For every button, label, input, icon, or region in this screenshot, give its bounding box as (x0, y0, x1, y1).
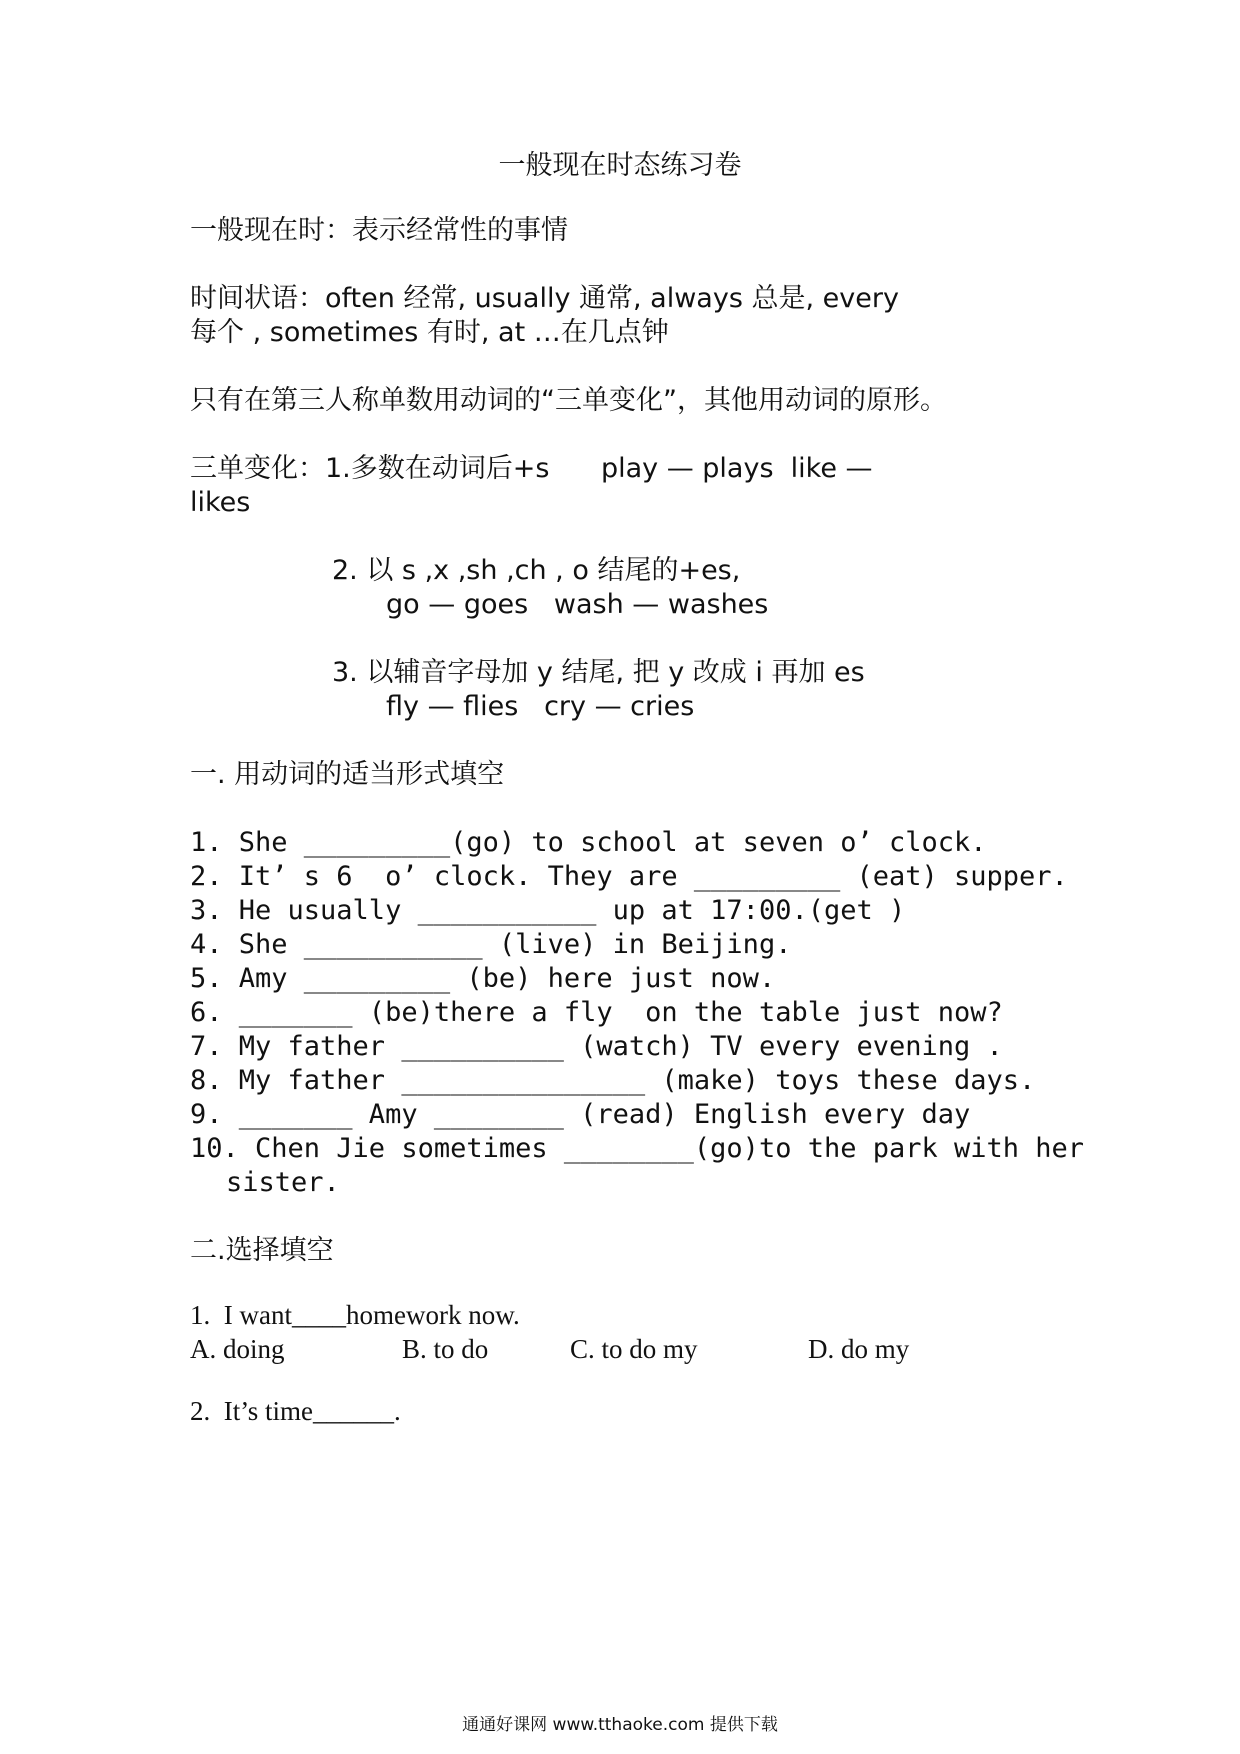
choice-option-d: D. do my (808, 1334, 910, 1364)
choice-question-1: 1. I want____homework now. (190, 1300, 520, 1330)
intro-rule: 只有在第三人称单数用动词的“三单变化”，其他用动词的原形。 (190, 385, 947, 416)
intro-rule-2: 2. 以 s ,x ,sh ,ch , o 结尾的+es, (332, 555, 741, 586)
intro-rule-1-cont: likes (190, 487, 251, 518)
page-footer: 通通好课网 www.tthaoke.com 提供下载 (462, 1715, 778, 1735)
intro-time-adverbs-2: 每个 , sometimes 有时, at …在几点钟 (190, 317, 669, 348)
exercise-item: 1. She _________(go) to school at seven o’ clock. (190, 827, 987, 858)
exercise-item: 7. My father __________ (watch) TV every evening . (190, 1031, 1003, 1062)
choice-option-c: C. to do my (570, 1334, 698, 1364)
page-title: 一般现在时态练习卷 (498, 150, 742, 181)
exercise-item: 6. _______ (be)there a fly on the table just now? (190, 997, 1003, 1028)
exercise-item: 10. Chen Jie sometimes ________(go)to the park with her (190, 1133, 1085, 1164)
exercise-item: 9. _______ Amy ________ (read) English every day (190, 1099, 971, 1130)
exercise-item: 3. He usually ___________ up at 17:00.(get ) (190, 895, 906, 926)
choice-option-b: B. to do (402, 1334, 489, 1364)
intro-time-adverbs-1: 时间状语：often 经常, usually 通常, always 总是, every (190, 283, 899, 314)
exercise-item-cont: sister. (226, 1167, 340, 1198)
intro-definition: 一般现在时：表示经常性的事情 (190, 215, 568, 246)
exercise-item: 2. It’ s 6 o’ clock. They are _________ (eat) supper. (190, 861, 1068, 892)
section1-heading: 一. 用动词的适当形式填空 (190, 759, 505, 790)
choice-question-2: 2. It’s time______. (190, 1396, 401, 1426)
intro-rule-2-examples: go — goes wash — washes (386, 589, 769, 620)
intro-rule-3: 3. 以辅音字母加 y 结尾, 把 y 改成 i 再加 es (332, 657, 865, 688)
intro-rule-1: 三单变化：1.多数在动词后+s play — plays like — (190, 453, 873, 484)
exercise-item: 5. Amy _________ (be) here just now. (190, 963, 776, 994)
exercise-item: 4. She ___________ (live) in Beijing. (190, 929, 792, 960)
intro-rule-3-examples: fly — flies cry — cries (386, 691, 695, 722)
choice-option-a: A. doing (190, 1334, 285, 1364)
exercise-item: 8. My father _______________ (make) toys these days. (190, 1065, 1036, 1096)
section2-heading: 二.选择填空 (190, 1235, 334, 1266)
